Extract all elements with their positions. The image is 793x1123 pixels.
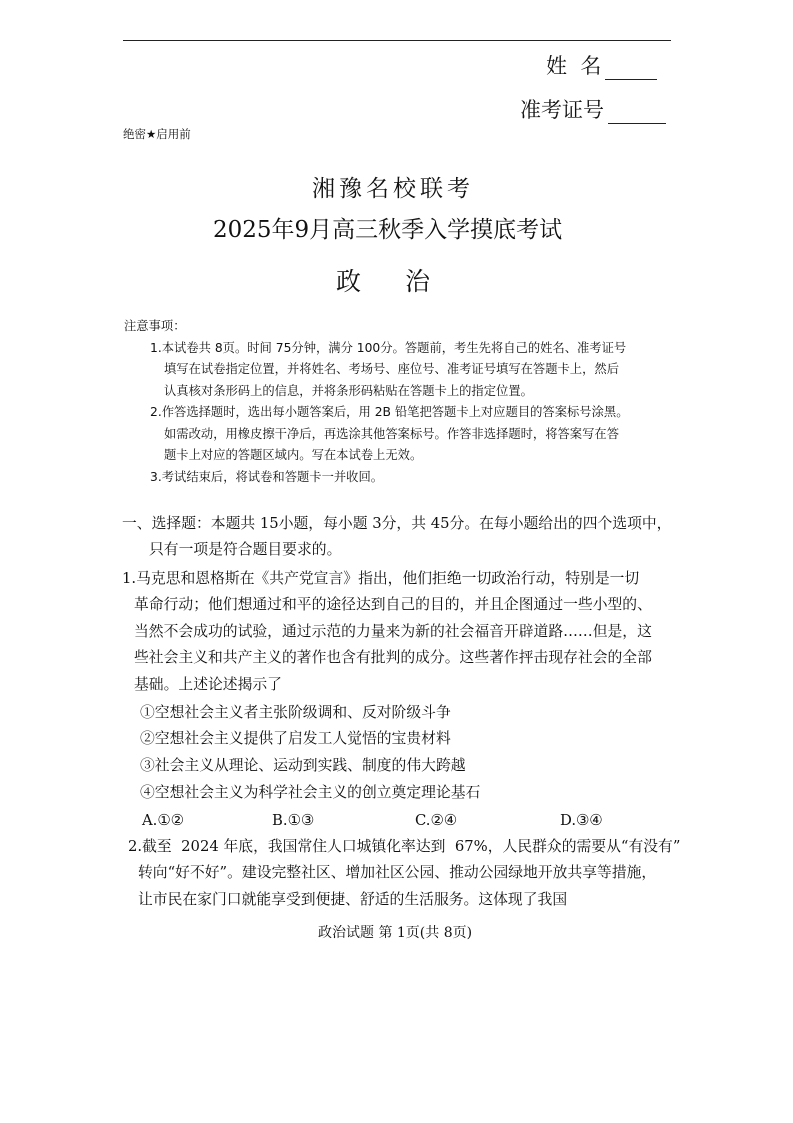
name-field[interactable] (546, 50, 657, 80)
q1-item: ①空想社会主义者主张阶级调和、反对阶级斗争 (140, 704, 451, 721)
q1-stem: 当然不会成功的试验，通过示范的力量来为新的社会福音开辟道路……但是，这 (134, 623, 652, 640)
q2-stem: 让市民在家门口就能享受到便捷、舒适的生活服务。这体现了我国 (138, 891, 568, 908)
header-rule (123, 40, 671, 41)
q1-option-d[interactable]: D.③④ (560, 812, 603, 829)
q1-item: ③社会主义从理论、运动到实践、制度的伟大跨越 (140, 757, 466, 774)
notes-line: 如需改动，用橡皮擦干净后，再选涂其他答案标号。作答非选择题时，将答案写在答 (164, 427, 619, 441)
notes-line: 1.本试卷共 8页。时间 75分钟，满分 100分。答题前，考生先将自己的姓名、准考证号 (150, 341, 627, 355)
exam-id-label: 准考证号 (520, 98, 604, 122)
notes-line: 认真核对条形码上的信息，并将条形码粘贴在答题卡上的指定位置。 (164, 384, 533, 398)
section-heading-cont: 只有一项是符合题目要求的。 (149, 541, 342, 558)
page-footer: 政治试题 第 1页(共 8页) (318, 925, 473, 941)
notes-line: 3.考试结束后，将试卷和答题卡一并收回。 (150, 470, 384, 484)
section-heading: 一、选择题：本题共 15小题，每小题 3分，共 45分。在每小题给出的四个选项中， (122, 515, 672, 532)
notes-line: 题卡上对应的答题区域内。写在本试卷上无效。 (164, 448, 423, 462)
q1-option-c[interactable]: C.②④ (415, 812, 458, 829)
q1-item: ④空想社会主义为科学社会主义的创立奠定理论基石 (140, 784, 481, 801)
secret-label: 绝密★启用前 (123, 127, 191, 141)
exam-id-field[interactable] (520, 94, 666, 124)
name-blank[interactable] (605, 57, 657, 80)
notes-heading: 注意事项： (124, 319, 186, 333)
q1-stem: 1.马克思和恩格斯在《共产党宣言》指出，他们拒绝一切政治行动，特别是一切 (122, 570, 640, 587)
notes-line: 2.作答选择题时，选出每小题答案后，用 2B 铅笔把答题卡上对应题目的答案标号涂黑。 (150, 405, 629, 419)
q1-option-a[interactable]: A.①② (142, 812, 184, 829)
name-label: 姓 名 (546, 54, 602, 78)
q2-stem: 2.截至 2024 年底，我国常住人口城镇化率达到 67%，人民群众的需要从“有没有” (128, 838, 681, 855)
q1-option-b[interactable]: B.①③ (272, 812, 315, 829)
exam-title-line1: 湘豫名校联考 (312, 176, 474, 202)
q2-stem: 转向“好不好”。建设完整社区、增加社区公园、推动公园绿地开放共享等措施， (138, 864, 657, 881)
q1-stem: 些社会主义和共产主义的著作也含有批判的成分。这些著作抨击现存社会的全部 (134, 649, 652, 666)
q1-stem: 革命行动；他们想通过和平的途径达到自己的目的，并且企图通过一些小型的、 (134, 596, 652, 613)
exam-title-line2: 2025年9月高三秋季入学摸底考试 (213, 217, 563, 243)
q1-item: ②空想社会主义提供了启发工人觉悟的宝贵材料 (140, 730, 451, 747)
q1-stem: 基础。上述论述揭示了 (134, 676, 282, 693)
subject-title: 政治 (336, 267, 475, 296)
notes-line: 填写在试卷指定位置，并将姓名、考场号、座位号、准考证号填写在答题卡上，然后 (164, 362, 619, 376)
exam-id-blank[interactable] (608, 101, 666, 124)
